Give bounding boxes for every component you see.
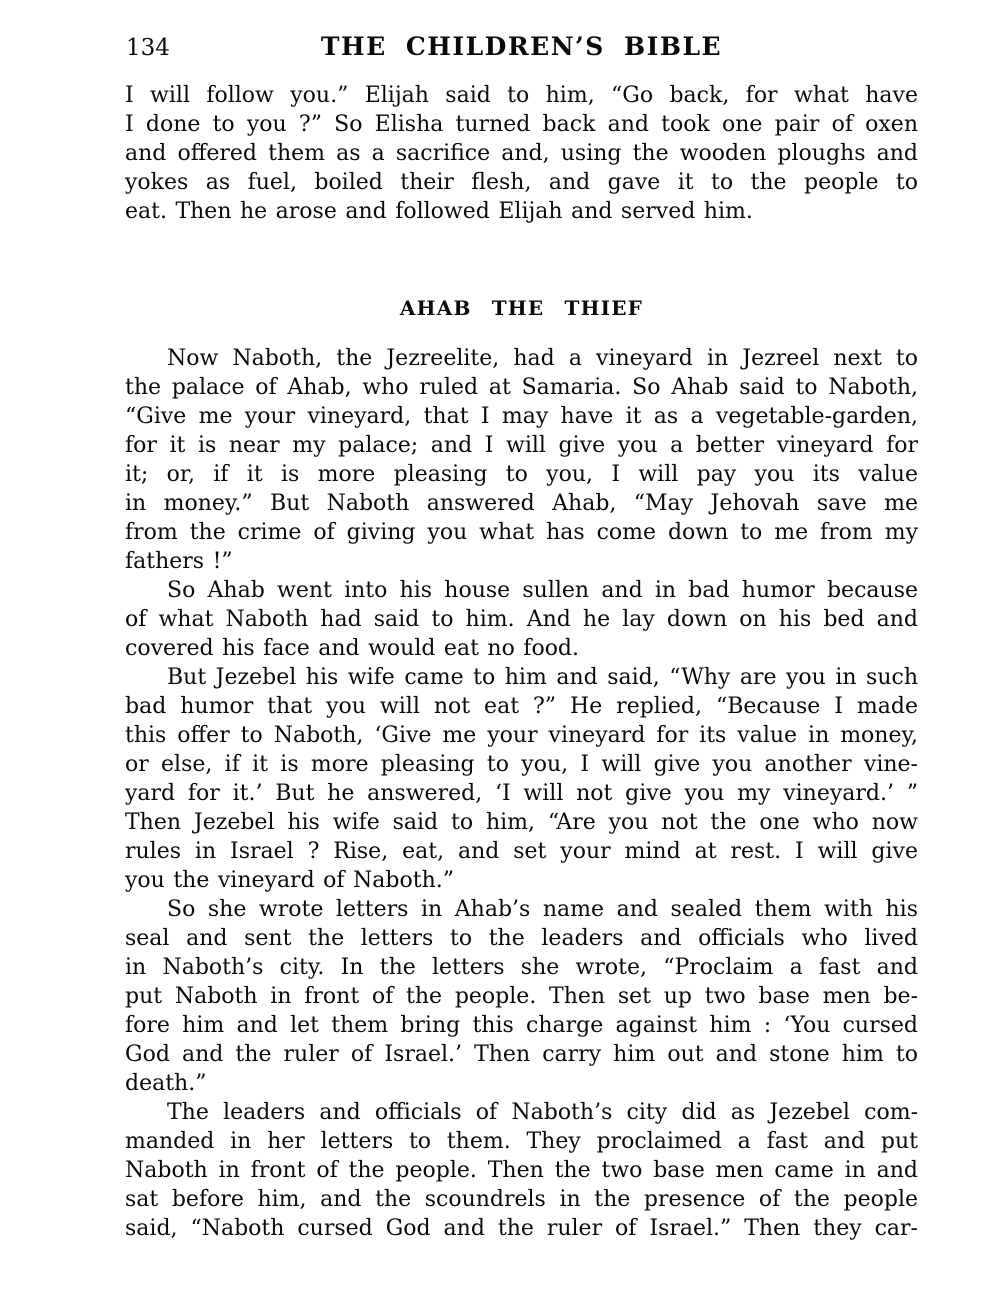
page-number: 134 (126, 35, 170, 61)
text-line: manded in her letters to them. They proclaimed a fast and put (125, 1129, 918, 1154)
text-line: covered his face and would eat no food. (125, 636, 580, 661)
text-line: you the vineyard of Naboth.” (125, 868, 454, 893)
text-line: fore him and let them bring this charge against him : ‘You cursed (125, 1013, 918, 1038)
running-title: THE CHILDREN’S BIBLE (320, 32, 723, 61)
text-line: yokes as fuel, boiled their flesh, and gave it to the people to (125, 170, 918, 195)
text-line: yard for it.’ But he answered, ‘I will not give you my vineyard.’ ” (125, 781, 918, 806)
text-line: put Naboth in front of the people. Then set up two base men be- (125, 984, 918, 1009)
text-line: sat before him, and the scoundrels in the presence of the people (125, 1187, 918, 1212)
text-line: seal and sent the letters to the leaders and officials who lived (125, 926, 918, 951)
text-line: Now Naboth, the Jezreelite, had a vineyard in Jezreel next to (167, 346, 918, 371)
text-line: said, “Naboth cursed God and the ruler of Israel.” Then they car- (125, 1216, 918, 1241)
text-line: it; or, if it is more pleasing to you, I will pay you its value (125, 462, 918, 487)
text-line: this offer to Naboth, ‘Give me your vineyard for its value in money, (125, 723, 918, 748)
text-line: “Give me your vineyard, that I may have it as a vegetable-garden, (125, 404, 918, 429)
text-line: rules in Israel ? Rise, eat, and set your mind at rest. I will give (125, 839, 918, 864)
text-line: from the crime of giving you what has come down to me from my (125, 520, 918, 545)
text-line: bad humor that you will not eat ?” He replied, “Because I made (125, 694, 918, 719)
paragraph (125, 344, 918, 576)
paragraph (125, 663, 918, 895)
text-line: in Naboth’s city. In the letters she wrote, “Proclaim a fast and (125, 955, 918, 980)
text-line: for it is near my palace; and I will give you a better vineyard for (125, 433, 918, 458)
text-line: The leaders and officials of Naboth’s city did as Jezebel com- (167, 1100, 918, 1125)
paragraph (125, 81, 918, 226)
text-line: death.” (125, 1071, 207, 1096)
text-line: or else, if it is more pleasing to you, I will give you another vine- (125, 752, 918, 777)
text-line: I done to you ?” So Elisha turned back and took one pair of oxen (125, 112, 918, 137)
text-line: Then Jezebel his wife said to him, “Are you not the one who now (125, 810, 918, 835)
text-line: I will follow you.” Elijah said to him, “Go back, for what have (125, 83, 918, 108)
paragraph (125, 895, 918, 1098)
text-line: But Jezebel his wife came to him and said, “Why are you in such (167, 665, 918, 690)
text-line: the palace of Ahab, who ruled at Samaria. So Ahab said to Naboth, (125, 375, 918, 400)
paragraph (125, 576, 918, 663)
page-body (125, 81, 918, 1243)
text-line: So she wrote letters in Ahab’s name and sealed them with his (167, 897, 918, 922)
section-heading: AHAB THE THIEF (399, 296, 644, 320)
text-line: in money.” But Naboth answered Ahab, “May Jehovah save me (125, 491, 918, 516)
text-line: fathers !” (125, 549, 233, 574)
text-line: of what Naboth had said to him. And he lay down on his bed and (125, 607, 918, 632)
page-header (125, 32, 918, 62)
text-line: eat. Then he arose and followed Elijah and served him. (125, 199, 753, 224)
text-line: Naboth in front of the people. Then the two base men came in and (125, 1158, 918, 1183)
paragraph (125, 1098, 918, 1243)
text-line: and offered them as a sacrifice and, using the wooden ploughs and (125, 141, 918, 166)
text-line: God and the ruler of Israel.’ Then carry him out and stone him to (125, 1042, 918, 1067)
text-line: So Ahab went into his house sullen and in bad humor because (167, 578, 918, 603)
